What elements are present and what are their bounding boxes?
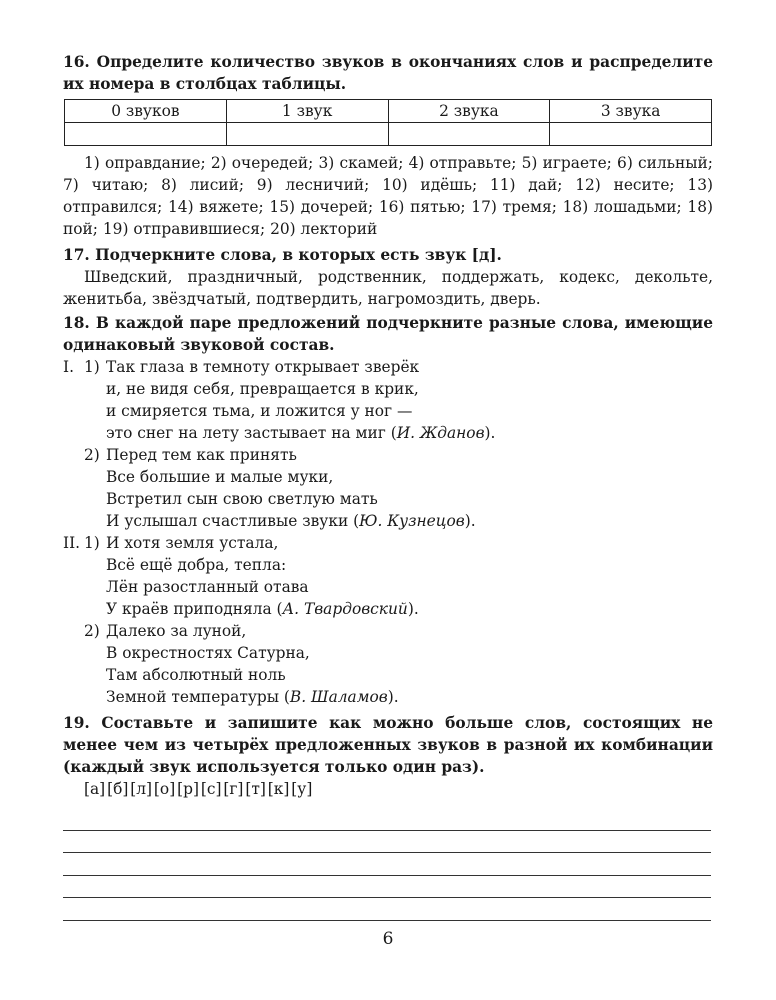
verse-line: Лён разостланный отава <box>106 578 309 596</box>
verse-text: У краёв приподняла ( <box>106 600 283 618</box>
task-16-word-list: 1) оправдание; 2) очередей; 3) скамей; 4) отправьте; 5) играете; 6) сильный; 7) читаю; 8) лисий; 9) лесничий; 10) идёшь; 11) дай; 12) несите; 13) отправился; 14) вяжете; 15) дочерей; 16) пятью; 17) тремя; 18) лошадьми; 18) пой; 19) отправившиеся; 20) лекторий <box>63 154 713 238</box>
task-16-title: 16. Определите количество звуков в окончаниях слов и распределите их номера в столбцах таблицы. <box>63 53 713 93</box>
page-content <box>63 51 713 921</box>
verse-end: ). <box>407 600 419 618</box>
poem-group-2-2 <box>63 620 713 708</box>
verse-line: В окрестностях Сатурна, <box>106 644 310 662</box>
verse-line: Перед тем как принять <box>106 446 297 464</box>
answer-line[interactable] <box>63 853 711 876</box>
task-17-word-list: Шведский, праздничный, родственник, поддержать, кодекс, декольте, женитьба, звёздчатый, подтвердить, нагромоздить, дверь. <box>63 268 713 308</box>
verse-line: Далеко за луной, <box>106 622 247 640</box>
verse-text: это снег на лету застывает на миг ( <box>106 424 397 442</box>
poem-number: 1) <box>84 534 100 552</box>
poem-author: Ю. Кузнецов <box>359 512 465 530</box>
poem-author: А. Твардовский <box>282 600 408 618</box>
poem-author: В. Шаламов <box>289 688 388 706</box>
verse-line-last <box>106 598 713 620</box>
table-header-cell: 0 звуков <box>65 100 227 123</box>
table-answer-cell[interactable] <box>388 123 550 146</box>
table-answer-cell[interactable] <box>65 123 227 146</box>
poem-group-1-1 <box>63 356 713 444</box>
poem-number: 2) <box>84 622 100 640</box>
group-number: I. <box>63 358 74 376</box>
poem-author: И. Жданов <box>396 424 485 442</box>
task-18-title: 18. В каждой паре предложений подчеркните разные слова, имеющие одинаковый звуковой состав. <box>63 314 713 354</box>
task-17-title: 17. Подчеркните слова, в которых есть звук [д]. <box>63 246 502 264</box>
table-answer-row <box>65 123 712 146</box>
verse-line-last <box>106 510 713 532</box>
table-header-row <box>65 100 712 123</box>
verse-line: и, не видя себя, превращается в крик, <box>106 380 419 398</box>
verse-text: И услышал счастливые звуки ( <box>106 512 360 530</box>
verse-line: Встретил сын свою светлую мать <box>106 490 378 508</box>
verse-line: Всё ещё добра, тепла: <box>106 556 287 574</box>
answer-lines <box>63 808 713 921</box>
verse-line: Все большие и малые муки, <box>106 468 334 486</box>
verse-end: ). <box>484 424 496 442</box>
verse-end: ). <box>464 512 476 530</box>
poem-number: 1) <box>84 358 100 376</box>
answer-line[interactable] <box>63 831 711 854</box>
answer-line[interactable] <box>63 898 711 921</box>
verse-line: И хотя земля устала, <box>106 534 279 552</box>
table-header-cell: 3 звука <box>550 100 712 123</box>
poem-number: 2) <box>84 446 100 464</box>
task-19-title: 19. Составьте и запишите как можно больше слов, состоящих не менее чем из четырёх предложенных звуков в разной их комбинации (каждый звук используется только один раз). <box>63 714 713 776</box>
poem-group-2-1 <box>63 532 713 620</box>
verse-line: и смиряется тьма, и ложится у ног — <box>106 402 413 420</box>
group-number: II. <box>63 534 81 552</box>
endings-sound-table <box>64 99 712 146</box>
table-answer-cell[interactable] <box>226 123 388 146</box>
table-answer-cell[interactable] <box>550 123 712 146</box>
verse-end: ). <box>387 688 399 706</box>
verse-line-last <box>106 422 713 444</box>
poem-group-1-2 <box>63 444 713 532</box>
verse-line-last <box>106 686 713 708</box>
table-header-cell: 2 звука <box>388 100 550 123</box>
page-number: 6 <box>382 929 394 949</box>
verse-text: Земной температуры ( <box>106 688 290 706</box>
task-19-sounds: [а] [б] [л] [о] [р] [с] [г] [т] [к] [у] <box>84 780 313 798</box>
table-header-cell: 1 звук <box>226 100 388 123</box>
verse-line: Там абсолютный ноль <box>106 666 286 684</box>
answer-line[interactable] <box>63 808 711 831</box>
answer-line[interactable] <box>63 876 711 899</box>
verse-line: Так глаза в темноту открывает зверёк <box>106 358 420 376</box>
